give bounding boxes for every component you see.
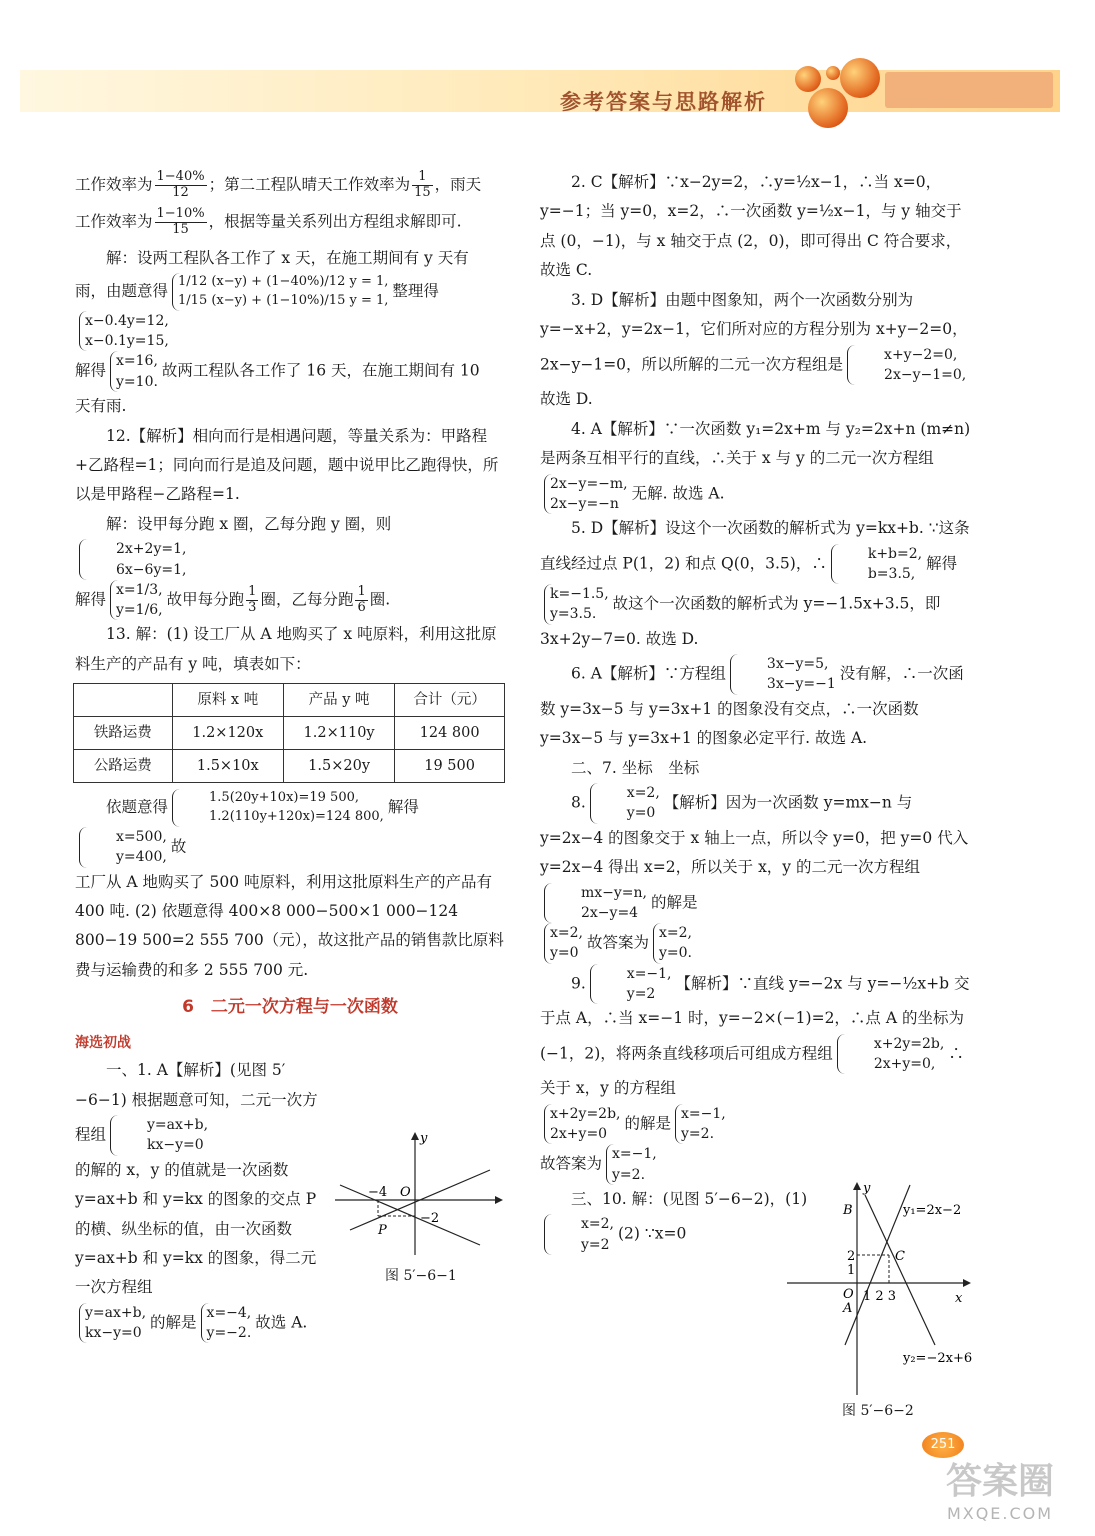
text: 圈，乙每分跑 xyxy=(260,590,354,609)
text: 【解析】因为一次函数 y=mx−n 与 y=2x−4 的图象交于 x 轴上一点，所以令 y=0，把 y=0 代入 y=2x−4 得出 x=2，所以关于 x，y 的二元一次方程组 xyxy=(540,793,969,877)
text-line xyxy=(75,351,505,392)
equation-system: x+2y=2b, 2x+y=0, xyxy=(837,1034,945,1075)
point-label-A: A xyxy=(843,1301,853,1316)
text: 故这个一次函数的解析式为 y=−1.5x+3.5，即 3x+2y−7=0. 故选 D. xyxy=(540,594,941,648)
text: 故答案为 xyxy=(540,1154,603,1173)
watermark-url: MXQE.COM xyxy=(946,1504,1054,1523)
watermark-text: 答案圈 xyxy=(945,1461,1054,1502)
figure-caption: 图 5′−6−1 xyxy=(385,1268,457,1284)
text: (2) ∵x=0 xyxy=(617,1224,687,1243)
paragraph: 天有雨. xyxy=(75,397,127,416)
text: 故选 D. xyxy=(540,390,593,409)
equation-system: x+y−2=0, 2x−y−1=0, xyxy=(847,345,966,386)
axis-label-y: y xyxy=(863,1181,871,1196)
paragraph: 12.【解析】相向而行是相遇问题，等量关系为：甲路程+乙路程=1；同向而行是追及问题，题中说甲比乙跑得快，所以是甲路程−乙路程=1. xyxy=(75,426,499,504)
text: 工作效率为 xyxy=(75,175,153,194)
text-line xyxy=(75,273,505,351)
text: 三、10. 解：(见图 5′−6−2)，(1) xyxy=(571,1190,808,1208)
equation-system: x=−4, y=−2. xyxy=(201,1303,252,1344)
point-label: P xyxy=(378,1223,387,1238)
equation-system: x+2y=2b, 2x+y=0 xyxy=(544,1104,621,1145)
page-header-title: 参考答案与思路解析 xyxy=(560,90,767,114)
text-line xyxy=(540,584,972,654)
watermark xyxy=(915,1460,1085,1530)
table-cell: 产品 y 吨 xyxy=(283,684,394,717)
line-label-y2: y₂=−2x+6 xyxy=(903,1351,973,1366)
table-row xyxy=(74,717,505,750)
paragraph: 的解的 x，y 的值就是一次函数 y=ax+b 和 y=kx 的图象的交点 P 的横、纵坐标的值，由一次函数 y=ax+b 和 y=kx 的图象，得二元一次方程组 xyxy=(75,1160,317,1297)
arrow-icon xyxy=(411,1132,419,1140)
equation-system: x=2, y=0 xyxy=(590,783,660,824)
tick-labels-x: 1 2 3 xyxy=(863,1289,897,1304)
paragraph: 2. C【解析】∵x−2y=2，∴y=½x−1，∴当 x=0，y=−1；当 y=0，x=2，∴一次函数 y=½x−1，与 y 轴交于点 (0，−1)，与 x 轴交于点 (2，0)，即可得出 C 符合要求，故选 C. xyxy=(540,173,962,280)
text: 没有解，∴一次函数 y=3x−5 与 y=3x+1 的图象没有交点，∴一次函数 y=3x−5 与 y=3x+1 的图象必定平行. 故选 A. xyxy=(540,664,964,748)
text-line xyxy=(540,415,972,474)
figure-5-6-2 xyxy=(785,1180,975,1400)
text-line xyxy=(75,580,505,621)
text: 的解是 xyxy=(150,1313,197,1332)
text-line xyxy=(540,923,972,964)
arrow-icon xyxy=(963,1279,971,1287)
q1-block xyxy=(75,1056,320,1303)
equation-system: 2x+2y=1, 6x−6y=1, xyxy=(79,539,186,580)
text: 解得 xyxy=(387,798,419,817)
header-bar xyxy=(885,72,1053,108)
text: 圈. xyxy=(369,590,391,609)
text: 解得 xyxy=(75,590,107,609)
text: 的解是 xyxy=(651,892,698,911)
equation-system: x=−1, y=2. xyxy=(675,1104,726,1145)
equation-system: x=2, y=0. xyxy=(653,923,692,964)
text: 4. A【解析】∵一次函数 y₁=2x+m 与 y₂=2x+n (m≠n) 是两条互相平行的直线，∴关于 x 与 y 的二元一次方程组 xyxy=(540,419,971,468)
tick-label: 2 xyxy=(847,1249,856,1264)
equation-system: x=2, y=2 xyxy=(544,1214,614,1255)
equation-system: 3x−y=5, 3x−y=−1 xyxy=(730,654,836,695)
text: 整理得 xyxy=(392,282,439,301)
text-line xyxy=(75,789,505,867)
table-cell: 合计（元） xyxy=(395,684,505,717)
text: 依题意得 xyxy=(106,798,169,817)
text: 【解析】∵直线 y=−2x 与 y=−½x+b 交于点 A，∴当 x=−1 时，y=−2×(−1)=2，∴点 A 的坐标为 (−1，2)，将两条直线移项后可组成方程组 xyxy=(540,974,970,1063)
table-header-row xyxy=(74,684,505,717)
arrow-icon xyxy=(495,1196,503,1204)
arrow-icon xyxy=(853,1182,861,1190)
table-cell: 公路运费 xyxy=(74,750,173,783)
table-cell: 原料 x 吨 xyxy=(172,684,283,717)
paragraph: 工厂从 A 地购买了 500 吨原料，利用这批原料生产的产品有 400 吨. (2) 依题意得 400×8 000−500×1 000−124 800−19 500=2 555 700（元），故这批产品的销售款比原料费与运输费的和多 2 555 700 元. xyxy=(75,872,504,979)
table-cell: 1.2×120x xyxy=(172,717,283,750)
text-line xyxy=(75,1303,505,1344)
fraction: $\frac{1-10\%}{15}$ xyxy=(156,205,205,237)
text-line xyxy=(540,1104,830,1145)
text: ；第二工程队晴天工作效率为 xyxy=(208,175,411,194)
equation-system: 2x−y=−m, 2x−y=−n xyxy=(544,474,628,515)
fraction: $\frac{1}{6}$ xyxy=(357,583,366,615)
text: 6. A【解析】∵方程组 xyxy=(571,664,726,683)
section-tag: 海选初战 xyxy=(75,1034,131,1051)
equation-system: x=−1, y=2 xyxy=(590,964,672,1005)
figure-5-6-1 xyxy=(330,1130,505,1260)
cost-table xyxy=(73,683,505,783)
table-cell xyxy=(74,684,173,717)
text-line xyxy=(75,510,505,580)
equation-system: x=−1, y=2. xyxy=(606,1144,657,1185)
text-line xyxy=(75,1056,320,1155)
equation-system: k+b=2, b=3.5, xyxy=(831,544,922,585)
text: 故甲每分跑 xyxy=(166,590,245,609)
equation-system: x=500, y=400, xyxy=(79,827,167,868)
table-cell: 124 800 xyxy=(395,717,505,750)
section-title: 6 二元一次方程与一次函数 xyxy=(182,997,398,1018)
origin-label: O xyxy=(400,1185,411,1200)
decorative-orb-icon xyxy=(826,66,840,80)
equation-system: k=−1.5, y=3.5. xyxy=(544,584,609,625)
text: 的解是 xyxy=(624,1114,672,1133)
paragraph: 解：设两工程队各工作了 x 天，在施工期间有 y 天有 xyxy=(106,248,469,267)
origin-label: O xyxy=(843,1287,854,1302)
table-cell: 19 500 xyxy=(395,750,505,783)
fraction: $\frac{1}{15}$ xyxy=(414,169,431,200)
table-cell: 1.5×10x xyxy=(172,750,283,783)
tick-label: 1 xyxy=(847,1263,856,1278)
equation-system: 1/12 (x−y) + (1−40%)/12 y = 1, 1/15 (x−y) + (1−10%)/15 y = 1, xyxy=(172,273,388,311)
text: 雨，由题意得 xyxy=(75,282,169,301)
page-number: 251 xyxy=(922,1432,964,1458)
axis-label-y: y xyxy=(420,1131,428,1146)
equation-system: x=16, y=10. xyxy=(110,351,158,392)
equation-system: y=ax+b, kx−y=0 xyxy=(79,1303,146,1344)
fraction: $\frac{1}{3}$ xyxy=(248,583,257,615)
text: 3. D【解析】由题中图象知，两个一次函数分别为 y=−x+2，y=2x−1，它们所对应的方程分别为 x+y−2=0，2x−y−1=0，所以所解的二元一次方程组是 xyxy=(540,290,968,373)
text: 故选 A. xyxy=(255,1313,308,1332)
text-line xyxy=(540,964,972,1104)
text: 9. xyxy=(571,974,586,993)
text-line xyxy=(540,1144,830,1185)
text: 故 xyxy=(170,837,187,856)
text-line xyxy=(75,170,505,201)
text: 解得 xyxy=(75,361,107,380)
equation-system: 1.5(20y+10x)=19 500, 1.2(110y+120x)=124 800, xyxy=(172,789,384,827)
text-line xyxy=(540,654,972,753)
table-row xyxy=(74,750,505,783)
text: 工作效率为 xyxy=(75,212,153,231)
figure-caption: 图 5′−6−2 xyxy=(842,1403,914,1419)
text: ，雨天 xyxy=(434,175,482,194)
table-cell: 铁路运费 xyxy=(74,717,173,750)
tick-label: −2 xyxy=(420,1211,440,1226)
text: 解得 xyxy=(926,553,958,572)
equation-system: x=1/3, y=1/6, xyxy=(110,580,163,621)
text-line xyxy=(75,207,505,238)
equation-system: y=ax+b, kx−y=0 xyxy=(110,1115,208,1156)
text-line xyxy=(540,514,972,584)
axis-label-x: x xyxy=(955,1291,963,1306)
line-label-y1: y₁=2x−2 xyxy=(903,1203,962,1218)
text: ，根据等量关系列出方程组求解即可. xyxy=(208,212,462,231)
text: 故两工程队各工作了 16 天，在施工期间有 10 xyxy=(161,361,480,380)
text-line xyxy=(540,783,972,923)
text-line xyxy=(540,474,972,515)
point-label-C: C xyxy=(895,1249,905,1264)
point-label-B: B xyxy=(843,1203,853,1218)
text: 无解. 故选 A. xyxy=(631,483,725,502)
text: 故答案为 xyxy=(586,933,649,952)
text: 一、1. A【解析】(见图 5′−6−1) 根据题意可知，二元一次方程组 xyxy=(75,1061,318,1144)
paragraph: 13. 解：(1) 设工厂从 A 地购买了 x 吨原料，利用这批原料生产的产品有 y 吨，填表如下： xyxy=(75,625,497,673)
right-column xyxy=(540,168,972,1255)
text: ∴关于 x，y 的方程组 xyxy=(540,1044,964,1098)
text: 解：设甲每分跑 x 圈，乙每分跑 y 圈，则 xyxy=(106,514,392,533)
text-line xyxy=(540,286,972,415)
table-cell: 1.5×20y xyxy=(283,750,394,783)
decorative-orb-icon xyxy=(795,66,821,92)
text: 8. xyxy=(571,793,586,812)
table-cell: 1.2×110y xyxy=(283,717,394,750)
text: 5. D【解析】设这个一次函数的解析式为 y=kx+b. ∵这条直线经过点 P(1，2) 和点 Q(0，3.5)，∴ xyxy=(540,519,970,572)
equation-system: x−0.4y=12, x−0.1y=15, xyxy=(79,311,169,352)
equation-system: mx−y=n, 2x−y=4 xyxy=(544,883,647,924)
decorative-orb-icon xyxy=(808,88,848,128)
equation-system: x=2, y=0 xyxy=(544,923,583,964)
tick-label: −4 xyxy=(368,1185,388,1200)
paragraph: 二、7. 坐标 坐标 xyxy=(571,758,700,777)
decorative-orb-icon xyxy=(840,58,880,98)
fraction: $\frac{1-40\%}{12}$ xyxy=(156,169,205,200)
